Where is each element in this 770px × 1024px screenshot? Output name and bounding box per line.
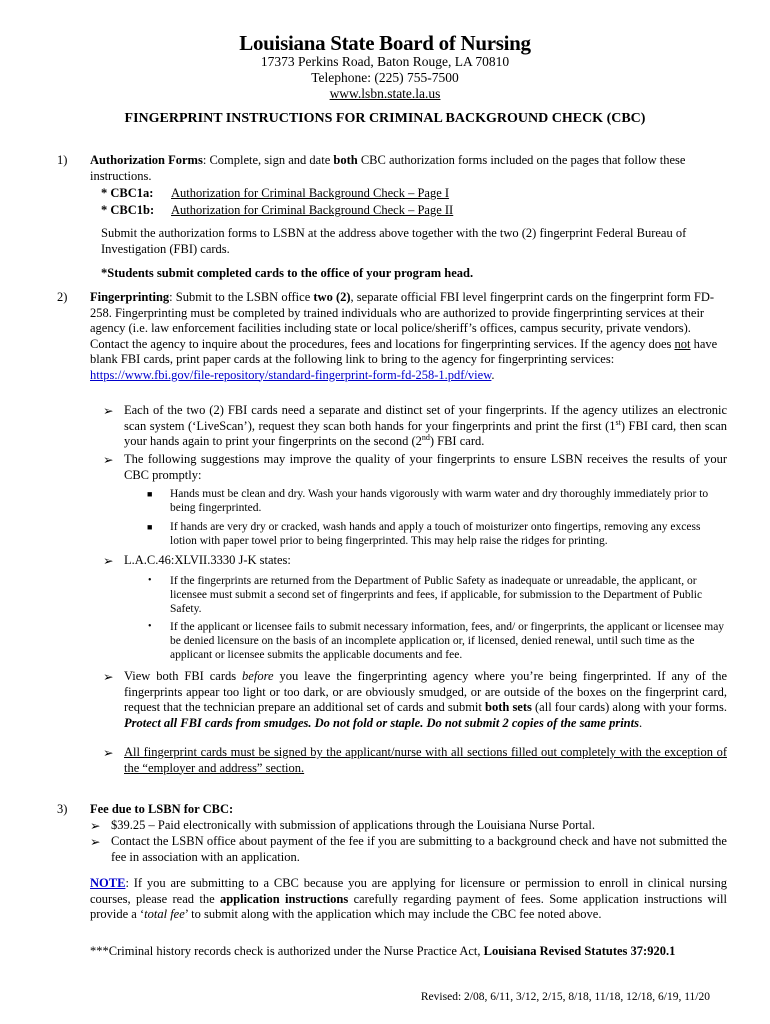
fee-contact: Contact the LSBN office about payment of the fee if you are submitting to a background check and have not submitted the fee in association with an application. bbox=[111, 834, 727, 864]
dot-bullet-icon: • bbox=[148, 575, 152, 586]
arrow-bullet-icon: ➢ bbox=[103, 404, 114, 418]
arrow-bullet-icon: ➢ bbox=[103, 746, 114, 760]
square-bullet-icon: ■ bbox=[147, 522, 153, 532]
suggestion-item: Hands must be clean and dry. Wash your hands vigorously with warm water and dry thoroughly immediately prior to being fingerprinted. bbox=[170, 488, 709, 514]
bullet-signed: All fingerprint cards must be signed by the applicant/nurse with all sections filled out completely with the exception of the “employer and address” section. bbox=[124, 745, 727, 775]
bullet-livescan: Each of the two (2) FBI cards need a separate and distinct set of your fingerprints. If the agency utilizes an electronic scan system (‘LiveScan’), request they scan both hands for your fingerprints and print the first (1st) FBI card, then scan your hands again to print your fingerprints on the second (2nd) FBI card. bbox=[124, 403, 727, 448]
arrow-bullet-icon: ➢ bbox=[90, 819, 101, 833]
lac-item: If the fingerprints are returned from the Department of Public Safety as inadequate or unreadable, the applicant, or licensee must submit a second set of fingerprints and fees, if applicable, for submission to the Department of Public Safety. bbox=[170, 575, 703, 615]
note-label: NOTE bbox=[90, 876, 126, 890]
website-link[interactable]: www.lsbn.state.la.us bbox=[329, 86, 441, 101]
section-2-heading: Fingerprinting bbox=[90, 290, 170, 304]
students-note: *Students submit completed cards to the office of your program head. bbox=[101, 266, 474, 280]
section-2-number: 2) bbox=[57, 290, 68, 304]
section-3-number: 3) bbox=[57, 802, 68, 816]
fee-amount: $39.25 – Paid electronically with submission of applications through the Louisiana Nurse Portal. bbox=[111, 818, 595, 832]
legal-authority: ***Criminal history records check is authorized under the Nurse Practice Act, Louisiana Revised Statutes 37:920.1 bbox=[90, 944, 676, 958]
section-2-paragraph: Fingerprinting: Submit to the LSBN office two (2), separate official FBI level fingerprint cards on the fingerprint form FD-258. Fingerprinting must be completed by trained individuals who are authorized to provide fingerprinting services at their agency (i.e. law enforcement facilities including state or local police/sheriff’s offices, campus security, private vendors). Contact the agency to inquire about the procedures, fees and locations for fingerprinting services. If the agency does not have blank FBI cards, print paper cards at the following link to bring to the agency for fingerprinting services: https://www.fbi.gov/file-repository/standard-fingerprint-form-fd-258-1.pdf/view. bbox=[90, 290, 718, 382]
arrow-bullet-icon: ➢ bbox=[90, 835, 101, 849]
section-1-heading: Authorization Forms bbox=[90, 153, 203, 167]
arrow-bullet-icon: ➢ bbox=[103, 453, 114, 467]
suggestion-item: If hands are very dry or cracked, wash hands and apply a touch of moisturizer onto fingertips, removing any excess lotion with paper towel prior to being fingerprinted. This may help raise the ridges for printing. bbox=[170, 521, 701, 547]
form-code: * CBC1b: bbox=[101, 203, 155, 217]
submit-instructions: Submit the authorization forms to LSBN at the address above together with the two (2) fingerprint Federal Bureau of Investigation (FBI) cards. bbox=[101, 226, 687, 256]
form-cbc1a bbox=[101, 186, 449, 202]
section-1-number: 1) bbox=[57, 153, 68, 167]
square-bullet-icon: ■ bbox=[147, 489, 153, 499]
form-title: Authorization for Criminal Background Check – Page II bbox=[171, 203, 454, 217]
dot-bullet-icon: • bbox=[148, 621, 152, 632]
revision-dates: Revised: 2/08, 6/11, 3/12, 2/15, 8/18, 11/18, 12/18, 6/19, 11/20 bbox=[420, 991, 710, 1003]
arrow-bullet-icon: ➢ bbox=[103, 670, 114, 684]
bullet-suggestions: The following suggestions may improve the quality of your fingerprints to ensure LSBN receives the results of your CBC promptly: bbox=[124, 452, 727, 482]
section-3-heading: Fee due to LSBN for CBC: bbox=[90, 802, 234, 816]
board-address: 17373 Perkins Road, Baton Rouge, LA 70810 bbox=[260, 54, 510, 69]
board-title: Louisiana State Board of Nursing bbox=[239, 31, 531, 55]
lac-item: If the applicant or licensee fails to submit necessary information, fees, and/ or fingerprints, the applicant or licensee may be denied licensure on the basis of an incomplete application or, if licensed, denied renewal, until such time as the applicant or licensee submits the applicable documents and fee. bbox=[170, 621, 725, 661]
fee-note: NOTE: If you are submitting to a CBC because you are applying for licensure or permission to enroll in clinical nursing courses, please read the application instructions carefully regarding payment of fees. Some application instructions will provide a ‘total fee’ to submit along with the application which may include the CBC fee noted above. bbox=[90, 876, 728, 921]
bullet-lac: L.A.C.46:XLVII.3330 J-K states: bbox=[124, 553, 291, 567]
form-title: Authorization for Criminal Background Check – Page I bbox=[171, 186, 450, 200]
board-website[interactable] bbox=[0, 86, 770, 102]
bullet-view-cards: View both FBI cards before you leave the fingerprinting agency where you’re being fingerprinted. If any of the fingerprints appear too light or too dark, or are obviously smudged, or are outside of the boxes on the fingerprint card, request that the technician prepare an additional set of cards and submit both sets (all four cards) along with your forms. Protect all FBI cards from smudges. Do not fold or staple. Do not submit 2 copies of the same prints. bbox=[124, 669, 728, 730]
board-telephone: Telephone: (225) 755-7500 bbox=[311, 70, 459, 85]
form-cbc1b bbox=[101, 203, 453, 219]
document-title: FINGERPRINT INSTRUCTIONS FOR CRIMINAL BACKGROUND CHECK (CBC) bbox=[124, 111, 646, 126]
form-code: * CBC1a: bbox=[101, 186, 154, 200]
fbi-form-link[interactable]: https://www.fbi.gov/file-repository/standard-fingerprint-form-fd-258-1.pdf/view bbox=[90, 367, 492, 382]
arrow-bullet-icon: ➢ bbox=[103, 554, 114, 568]
section-1-intro: Authorization Forms: Complete, sign and date both CBC authorization forms included on the pages that follow these instructions. bbox=[90, 153, 686, 183]
